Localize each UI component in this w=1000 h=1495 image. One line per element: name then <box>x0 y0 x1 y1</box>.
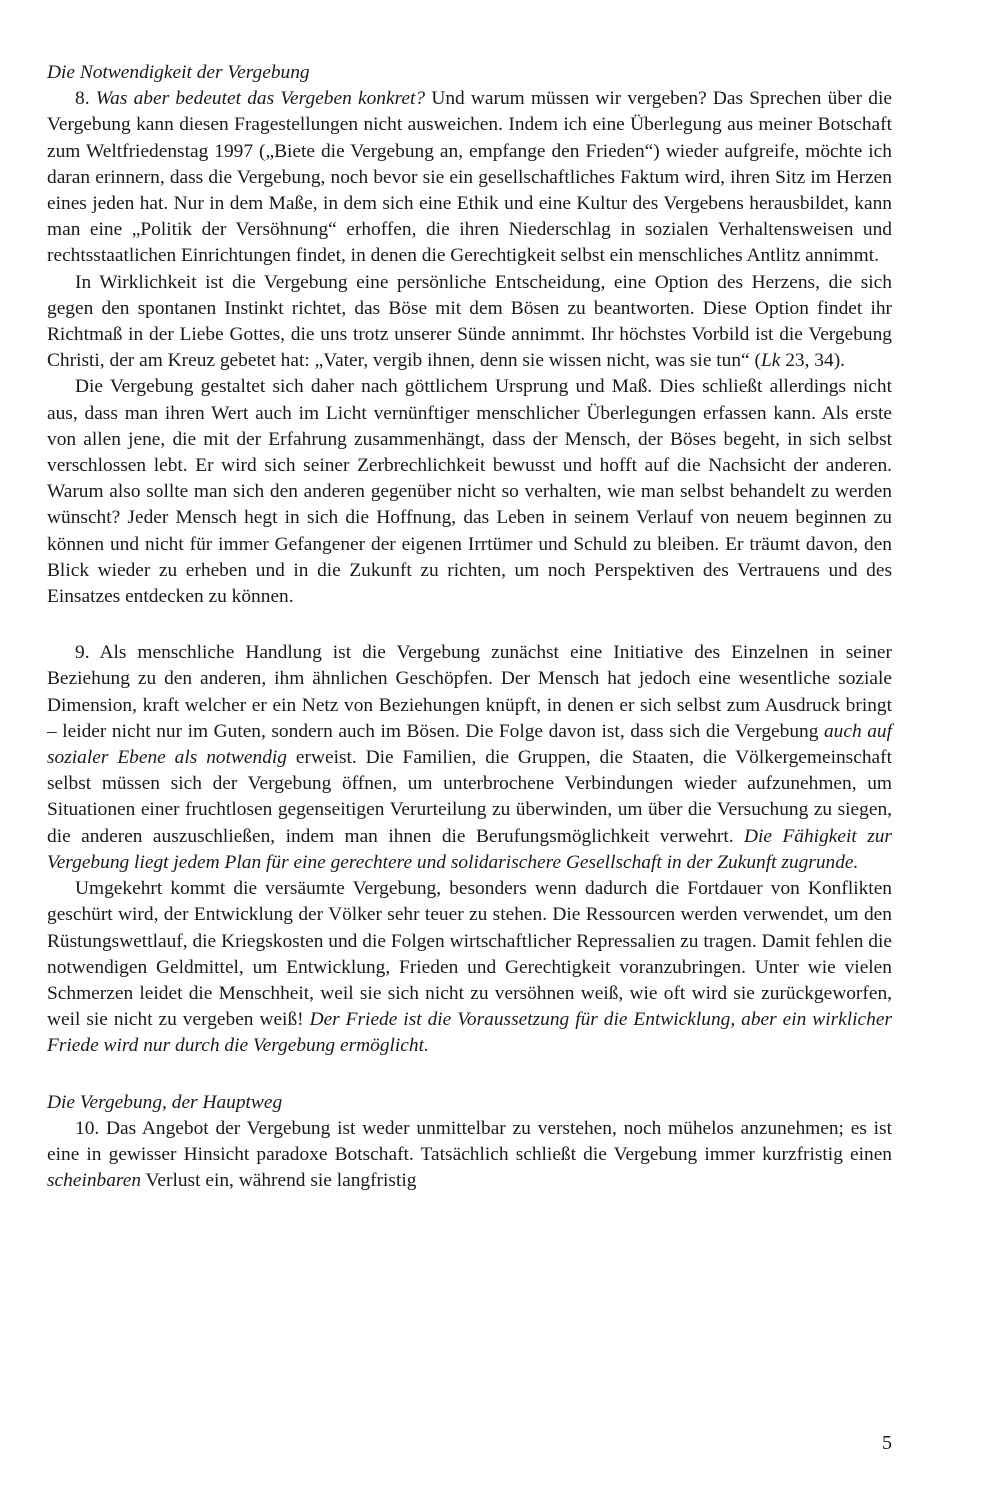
italic-text-run: scheinbaren <box>47 1170 142 1192</box>
text-run: Die Vergebung gestaltet sich daher nach göttlichem Ursprung und Maß. Dies schließt allerdings nicht aus, dass man ihren Wert auch im Licht vernünftiger menschlicher Überlegungen erfassen kann. Als erste von allen jene, die mit der Erfahrung zusammenhängt, dass der Mensch, der Böses begeht, in sich selbst verschlossen lebt. Er wird sich seiner Zerbrechlichkeit bewusst und hofft auf die Nachsicht der anderen. Warum also sollte man sich den anderen gegenüber nicht so verhalten, wie man selbst behandelt zu werden wünscht? Jeder Mensch hegt in sich die Hoffnung, das Leben in seinem Verlauf von neuem beginnen zu können und nicht für immer Gefangener der eigenen Irrtümer und Schuld zu bleiben. Er träumt davon, den Blick wieder zu erheben und in die Zukunft zu richten, um noch Perspektiven des Vertrauens und des Einsatzes entdecken zu können. <box>47 376 892 608</box>
section-spacer <box>47 1060 892 1090</box>
paragraph-9 <box>47 640 892 876</box>
paragraph-spacer <box>47 610 892 640</box>
paragraph-8 <box>47 86 892 269</box>
text-run: erweist. Die Familien, die Gruppen, die Staaten, die Völkergemeinschaft selbst müssen sich der Vergebung öffnen, um unterbrochene Verbindungen wieder aufzunehmen, um Situationen einer fruchtlosen gegenseitigen Verurteilung zu überwinden, um über die Versuchung zu siegen, die anderen auszuschließen, indem man ihnen die Berufungsmöglichkeit verwehrt. <box>47 747 892 847</box>
text-run: 9. Als menschliche Handlung ist die Vergebung zunächst eine Initiative des Einzelnen in seiner Beziehung zu den anderen, ihm ähnlichen Geschöpfen. Der Mensch hat jedoch eine wesentliche soziale Dimension, kraft welcher er ein Netz von Beziehungen knüpft, in denen er sich selbst zum Ausdruck bringt – leider nicht nur im Guten, sondern auch im Bösen. Die Folge davon ist, dass sich die Vergebung <box>47 642 892 742</box>
paragraph-8-continued-2 <box>47 374 892 610</box>
italic-text-run: Die Fähigkeit zur Vergebung liegt jedem Plan für eine gerechtere und solidarischere Gesellschaft in der Zukunft zugrunde. <box>47 825 892 873</box>
text-run: Und warum müssen wir vergeben? Das Sprechen über die Vergebung kann diesen Fragestellungen nicht ausweichen. Indem ich eine Überlegung aus meiner Botschaft zum Weltfriedenstag 1997 („Biete die Vergebung an, empfange den Frieden“) wieder aufgreife, möchte ich daran erinnern, dass die Vergebung, noch bevor sie ein gesellschaftliches Faktum wird, ihren Sitz im Herzen eines jeden hat. Nur in dem Maße, in dem sich eine Ethik und eine Kultur des Vergebens herausbildet, kann man eine „Politik der Versöhnung“ erhoffen, die ihren Niederschlag in sozialen Verhaltensweisen und rechtsstaatlichen Einrichtungen findet, in denen die Gerechtigkeit selbst ein menschliches Antlitz annimmt. <box>47 88 892 267</box>
text-run: Verlust ein, während sie langfristig <box>141 1170 417 1192</box>
section-heading-main-path: Die Vergebung, der Hauptweg <box>47 1091 283 1113</box>
italic-text-run: Der Friede ist die Voraussetzung für die Entwicklung, aber ein wirklicher Friede wird nur durch die Vergebung ermöglicht. <box>47 1009 892 1057</box>
text-run: 8. <box>75 88 96 110</box>
text-run: Umgekehrt kommt die versäumte Vergebung, besonders wenn dadurch die Fortdauer von Konflikten geschürt wird, der Entwicklung der Völker sehr teuer zu stehen. Die Ressourcen werden verwendet, um den Rüstungswettlauf, die Kriegskosten und die Folgen wirtschaftlicher Repressalien zu tragen. Damit fehlen die notwendigen Geldmittel, um Entwicklung, Frieden und Gerechtigkeit voranzubringen. Unter wie vielen Schmerzen leidet die Menschheit, weil sie sich nicht zu versöhnen weiß, wie oft wird sie zurückgeworfen, weil sie nicht zu vergeben weiß! <box>47 878 892 1031</box>
text-run: In Wirklichkeit ist die Vergebung eine persönliche Entscheidung, eine Option des Herzens, die sich gegen den spontanen Instinkt richtet, das Böse mit dem Bösen zu beantworten. Diese Option findet ihr Richtmaß in der Liebe Gottes, die uns trotz unserer Sünde annimmt. Ihr höchstes Vorbild ist die Vergebung Christi, der am Kreuz gebetet hat: „Vater, vergib ihnen, denn sie wissen nicht, was sie tun“ ( <box>47 271 892 372</box>
text-run: 10. Das Angebot der Vergebung ist weder unmittelbar zu verstehen, noch mühelos anzunehmen; es ist eine in gewisser Hinsicht paradoxe Botschaft. Tatsächlich schließt die Vergebung immer kurzfristig einen <box>47 1117 892 1165</box>
paragraph-9-continued <box>47 876 892 1059</box>
section-heading-necessity: Die Notwendigkeit der Vergebung <box>47 62 310 83</box>
paragraph-10 <box>47 1116 892 1195</box>
italic-text-run: Lk <box>760 350 781 372</box>
text-run: 23, 34). <box>780 350 846 372</box>
paragraph-8-continued-1 <box>47 270 892 375</box>
italic-text-run: Was aber bedeutet das Vergeben konkret? <box>95 88 426 110</box>
page-number: 5 <box>882 1432 892 1454</box>
page-body <box>47 60 892 1194</box>
italic-text-run: auch auf sozialer Ebene als notwendig <box>47 720 892 769</box>
